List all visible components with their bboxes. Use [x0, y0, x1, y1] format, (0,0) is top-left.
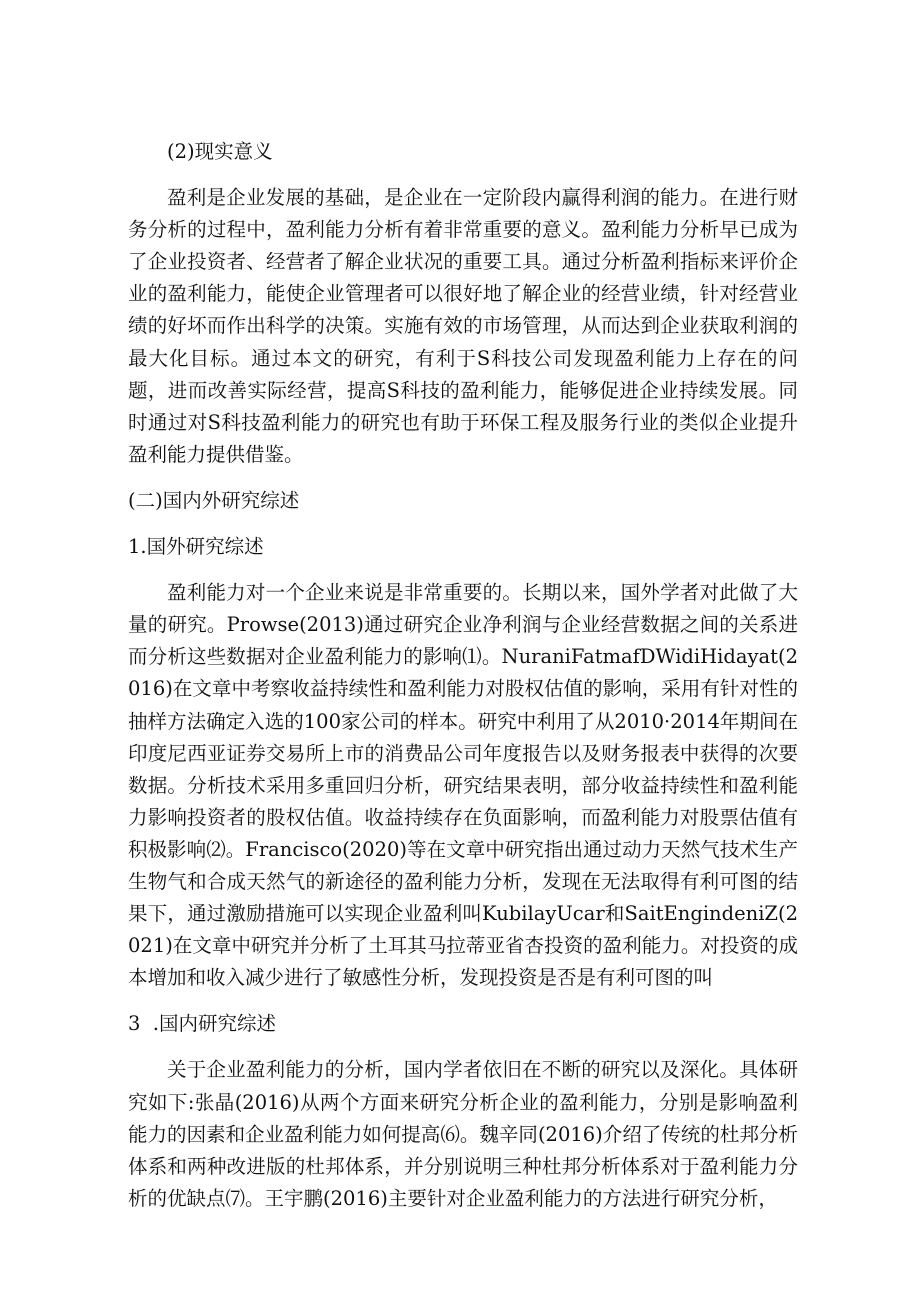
heading-domestic-research: 3 .国内研究综述 — [128, 1012, 277, 1036]
heading-practical-significance: (2)现实意义 — [167, 140, 273, 163]
heading-literature-review: (二)国内外研究综述 — [128, 488, 300, 512]
paragraph-foreign-research: 盈利能力对一个企业来说是非常重要的。长期以来，国外学者对此做了大量的研究。Prowse(2013)通过研究企业净利润与企业经营数据之间的关系进而分析这些数据对企业盈利能力的影响⑴。NuraniFatmafDWidiHidayat(2016)在文章中考察收益持续性和盈利能力对股权估值的影响，采用有针对性的抽样方法确定入选的100家公司的样本。研究中利用了从2010·2014年期间在印度尼西亚证券交易所上市的消费品公司年度报告以及财务报表中获得的次要数据。分析技术采用多重回归分析，研究结果表明，部分收益持续性和盈利能力影响投资者的股权估值。收益持续存在负面影响，而盈利能力对股票估值有积极影响⑵。Francisco(2020)等在文章中研究指出通过动力天然气技术生产生物气和合成天然气的新途径的盈利能力分析，发现在无法取得有利可图的结果下，通过激励措施可以实现企业盈利叫KubilayUcar和SaitEngindeniZ(2021)在文章中研究并分析了土耳其马拉蒂亚省杏投资的盈利能力。对投资的成本增加和收入减少进行了敏感性分析，发现投资是否是有利可图的叫 — [128, 581, 798, 990]
paragraph-domestic-research: 关于企业盈利能力的分析，国内学者依旧在不断的研究以及深化。具体研究如下:张晶(2016)从两个方面来研究分析企业的盈利能力，分别是影响盈利能力的因素和企业盈利能力如何提高⑹。魏辛同(2016)介绍了传统的杜邦分析体系和两种改进版的杜邦体系，并分别说明三种杜邦分析体系对于盈利能力分析的优缺点⑺。王宇鹏(2016)主要针对企业盈利能力的方法进行研究分析， — [128, 1058, 798, 1210]
paragraph-practical-significance: 盈利是企业发展的基础，是企业在一定阶段内赢得利润的能力。在进行财务分析的过程中，盈利能力分析有着非常重要的意义。盈利能力分析早已成为了企业投资者、经营者了解企业状况的重要工具。通过分析盈利指标来评价企业的盈利能力，能使企业管理者可以很好地了解企业的经营业绩，针对经营业绩的好坏而作出科学的决策。实施有效的市场管理，从而达到企业获取利润的最大化目标。通过本文的研究，有利于S科技公司发现盈利能力上存在的问题，进而改善实际经营，提高S科技的盈利能力，能够促进企业持续发展。同时通过对S科技盈利能力的研究也有助于环保工程及服务行业的类似企业提升盈利能力提供借鉴。 — [128, 186, 798, 466]
document-body — [128, 136, 798, 1215]
heading-foreign-research: 1.国外研究综述 — [128, 535, 264, 559]
